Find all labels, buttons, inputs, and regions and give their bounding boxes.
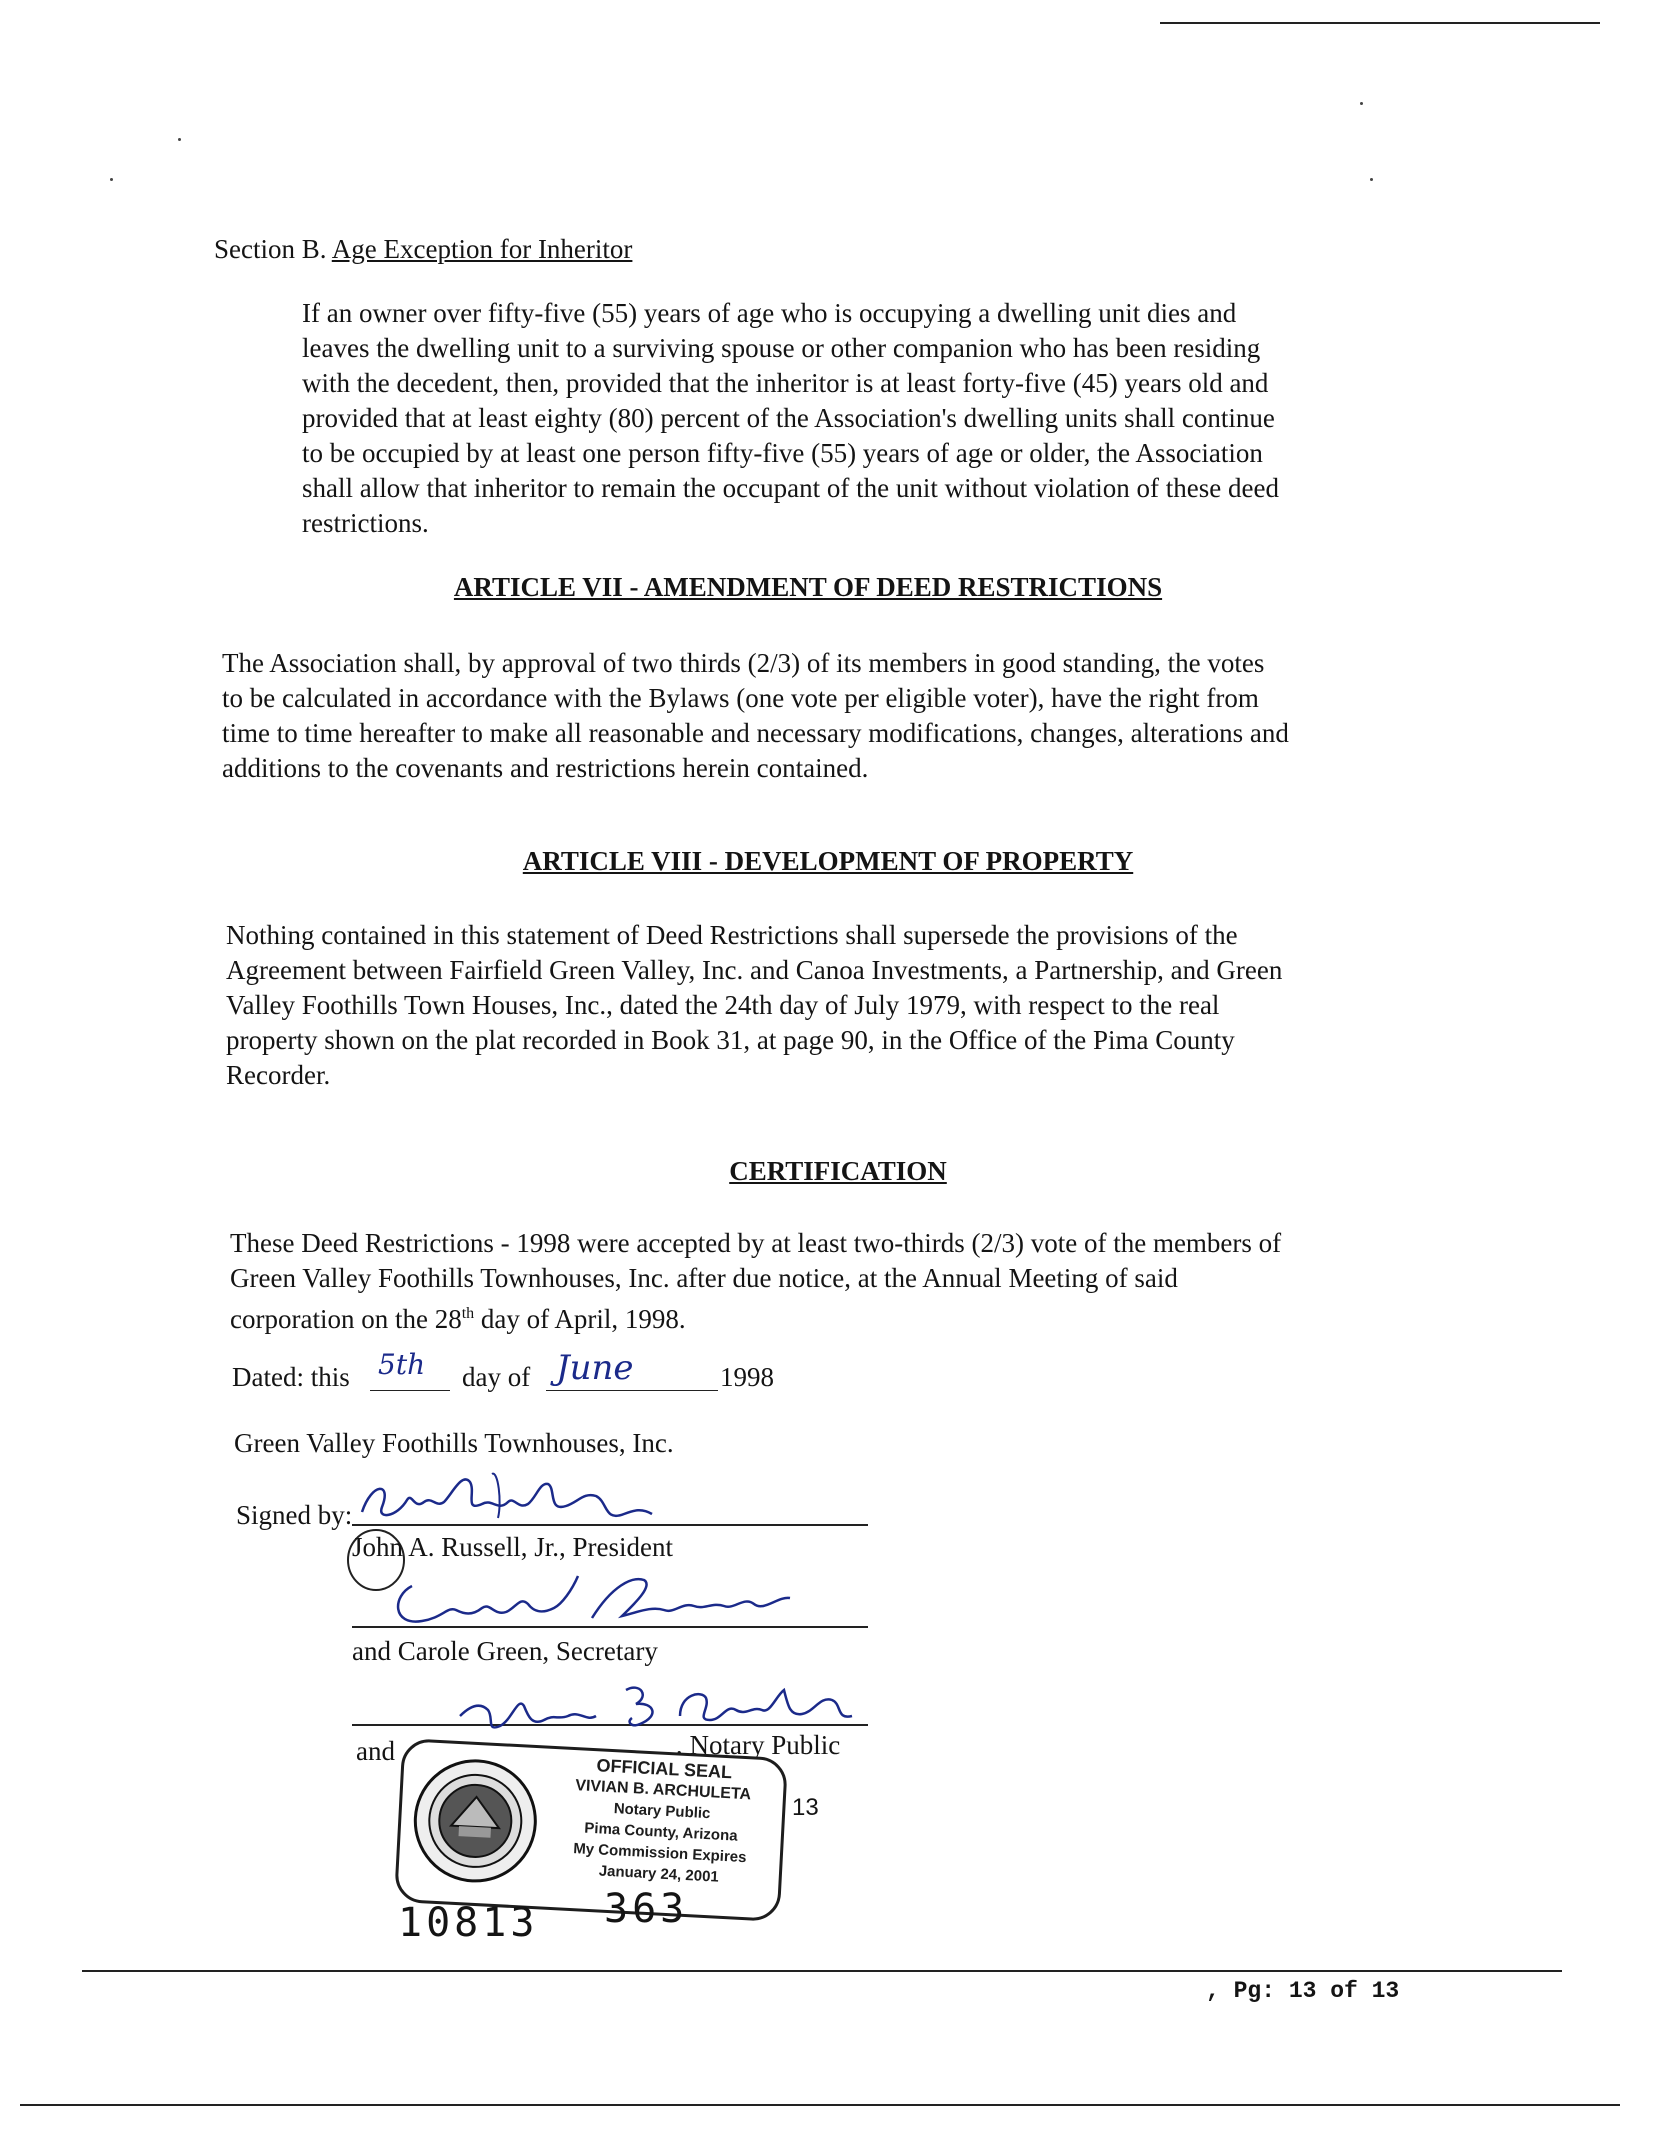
text-line: These Deed Restrictions - 1998 were accepted by at least two-thirds (2/3) vote of the members of — [230, 1228, 1282, 1258]
article-viii-heading: ARTICLE VIII - DEVELOPMENT OF PROPERTY — [522, 846, 1134, 876]
page-number-13: 13 — [792, 1794, 819, 1821]
text-line: to be calculated in accordance with the Bylaws (one vote per eligible voter), have the right from — [222, 683, 1259, 713]
seal-text — [548, 1753, 774, 1890]
text-line: If an owner over fifty-five (55) years of age who is occupying a dwelling unit dies and — [302, 298, 1237, 328]
notary-label: , Notary Public — [676, 1730, 841, 1760]
section-b-body — [302, 296, 1279, 541]
section-b-heading — [214, 234, 632, 265]
cert-line3-pre: corporation on the 28 — [230, 1304, 462, 1334]
dated-label: Dated: this — [232, 1362, 350, 1392]
seal-line: Pima County, Arizona — [583, 1819, 738, 1845]
seal-line: OFFICIAL SEAL — [596, 1755, 733, 1783]
article-vii-body — [222, 646, 1289, 786]
text-line: property shown on the plat recorded in Book 31, at page 90, in the Office of the Pima County — [226, 1025, 1235, 1055]
text-line: leaves the dwelling unit to a surviving spouse or other companion who has been residing — [302, 333, 1261, 363]
dated-year: 1998 — [720, 1362, 774, 1392]
scan-speck — [110, 178, 113, 181]
footer-rule — [82, 1970, 1562, 1972]
scan-speck — [1370, 178, 1373, 181]
seal-line: Notary Public — [613, 1800, 711, 1823]
text-line: provided that at least eighty (80) percent of the Association's dwelling units shall continue — [302, 403, 1275, 433]
recording-page: 363 — [604, 1886, 689, 1932]
seal-line: January 24, 2001 — [598, 1862, 720, 1886]
cert-line3-post: day of April, 1998. — [474, 1304, 686, 1334]
text-line: to be occupied by at least one person fifty-five (55) years of age or older, the Association — [302, 438, 1263, 468]
text-line: restrictions. — [302, 508, 429, 538]
footer-pager: , Pg: 13 of 13 — [1206, 1978, 1400, 2004]
state-seal-icon — [408, 1754, 543, 1889]
text-line: The Association shall, by approval of two thirds (2/3) of its members in good standing, the votes — [222, 648, 1265, 678]
month-blank — [546, 1390, 718, 1391]
seal-line: VIVIAN B. ARCHULETA — [574, 1777, 752, 1804]
text-line — [230, 1296, 1281, 1337]
text-line: time to time hereafter to make all reasonable and necessary modifications, changes, alterations and — [222, 718, 1289, 748]
section-b-prefix: Section B. — [214, 234, 327, 264]
recording-docket: 10813 — [398, 1900, 539, 1946]
text-line: Nothing contained in this statement of Deed Restrictions shall supersede the provisions of the — [226, 920, 1238, 950]
article-viii-body — [226, 918, 1282, 1093]
signer-1: John A. Russell, Jr., President — [352, 1532, 674, 1562]
text-line: Green Valley Foothills Townhouses, Inc. after due notice, at the Annual Meeting of said — [230, 1263, 1178, 1293]
dated-month: June — [556, 1348, 634, 1388]
scan-speck — [178, 138, 181, 141]
text-line: with the decedent, then, provided that the inheritor is at least forty-five (45) years old and — [302, 368, 1269, 398]
section-b-title: Age Exception for Inheritor — [331, 234, 633, 264]
scan-speck — [1360, 102, 1363, 105]
company-name: Green Valley Foothills Townhouses, Inc. — [234, 1428, 674, 1458]
day-blank — [370, 1390, 450, 1391]
article-vii-heading: ARTICLE VII - AMENDMENT OF DEED RESTRICTIONS — [453, 572, 1163, 602]
text-line: Recorder. — [226, 1060, 331, 1090]
dated-day: 5th — [378, 1348, 426, 1381]
bottom-rule — [20, 2104, 1620, 2106]
notary-seal-stamp — [394, 1738, 788, 1922]
signed-by-label: Signed by: — [236, 1500, 353, 1530]
signer-2: and Carole Green, Secretary — [352, 1636, 658, 1666]
seal-line: My Commission Expires — [572, 1840, 747, 1867]
text-line: additions to the covenants and restrictions herein contained. — [222, 753, 869, 783]
certification-heading: CERTIFICATION — [729, 1156, 947, 1186]
certification-body — [230, 1226, 1281, 1337]
text-line: Valley Foothills Town Houses, Inc., dated the 24th day of July 1979, with respect to the real — [226, 990, 1220, 1020]
text-line: Agreement between Fairfield Green Valley, Inc. and Canoa Investments, a Partnership, and Green — [226, 955, 1283, 985]
signature-green — [382, 1566, 802, 1636]
cert-line3-sup: th — [461, 1305, 475, 1322]
dated-mid: day of — [462, 1362, 531, 1392]
top-rule — [1160, 22, 1600, 24]
text-line: shall allow that inheritor to remain the occupant of the unit without violation of these deed — [302, 473, 1279, 503]
notary-and-label: and — [356, 1736, 395, 1766]
